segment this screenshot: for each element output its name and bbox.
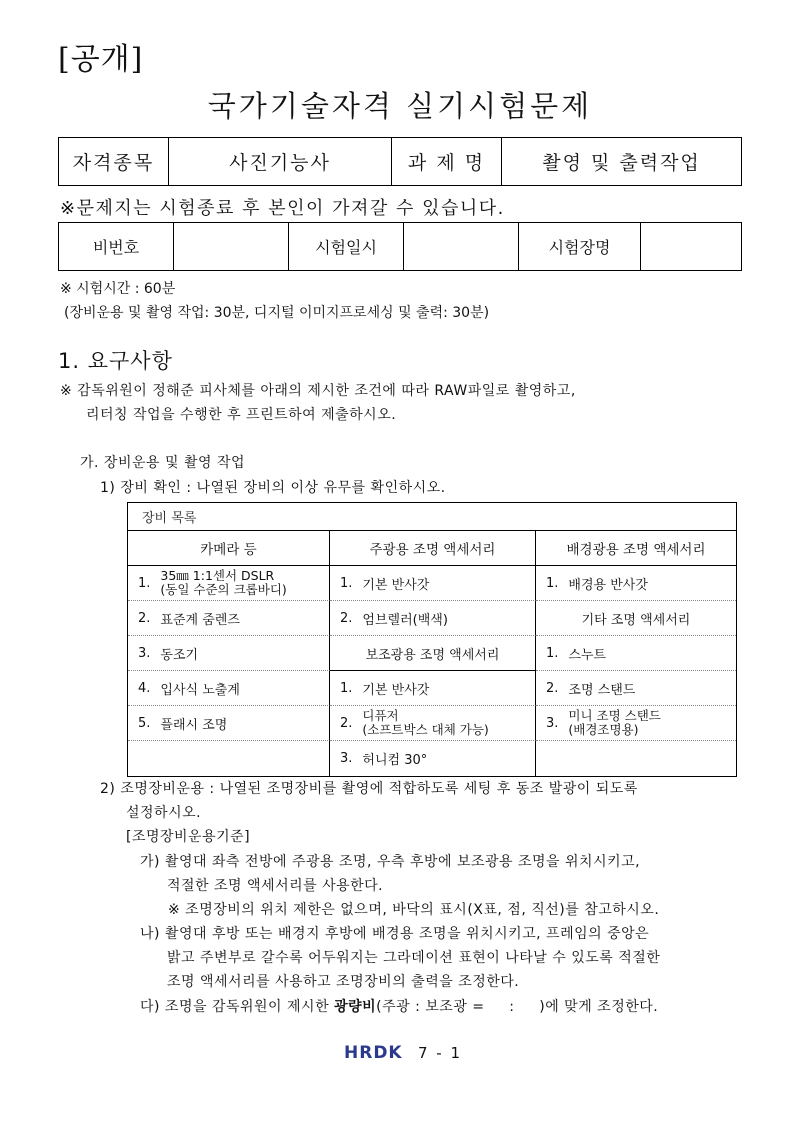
exam-date-value[interactable]	[404, 223, 519, 270]
equipment-list-table	[127, 502, 737, 777]
exam-site-label: 시험장명	[519, 223, 641, 270]
background-light-column-header: 배경광용 조명 액세서리	[536, 531, 736, 566]
section-title: 1. 요구사항	[58, 349, 173, 373]
criteria-ga-line2: 적절한 조명 액세서리를 사용한다.	[167, 878, 384, 894]
main-light-column-header: 주광용 조명 액세서리	[330, 531, 536, 566]
list-item: 3. 미니 조명 스탠드 (배경조명용)	[536, 706, 736, 741]
qualification-table	[58, 137, 742, 186]
task-label: 과 제 명	[392, 138, 502, 185]
list-item: 1. 35㎜ 1:1센서 DSLR (동일 수준의 크롭바디)	[128, 566, 330, 601]
page-number: 7 - 1	[418, 1044, 463, 1062]
exam-site-value[interactable]	[641, 223, 741, 270]
list-item: 1. 스누트	[536, 636, 736, 671]
equipment-list-title: 장비 목록	[128, 503, 736, 531]
empty-cell	[536, 741, 736, 776]
criteria-da-suffix: (주광 : 보조광 = : )에 맞게 조정한다.	[376, 999, 659, 1015]
exam-time: ※ 시험시간 : 60분	[60, 281, 176, 297]
list-item: 2. 표준계 줌렌즈	[128, 601, 330, 636]
list-item: 1. 기본 반사갓	[330, 671, 536, 706]
fill-light-accessories-header: 보조광용 조명 액세서리	[330, 636, 536, 671]
lighting-operation-line1: 2) 조명장비운용 : 나열된 조명장비를 촬영에 적합하도록 세팅 후 동조 발광이 되도록	[100, 781, 638, 797]
hrdk-logo: HRDK	[344, 1043, 403, 1063]
exam-time-breakdown: (장비운용 및 촬영 작업: 30분, 디지털 이미지프로세싱 및 출력: 30분)	[64, 305, 490, 321]
criteria-na-line1: 나) 촬영대 후방 또는 배경지 후방에 배경용 조명을 위치시키고, 프레임의 중앙은	[140, 926, 650, 942]
qualification-label: 자격종목	[59, 138, 169, 185]
criteria-na-line2: 밝고 주변부로 갈수록 어두워지는 그라데이션 표현이 나타날 수 있도록 적절한	[167, 950, 661, 966]
list-item: 5. 플래시 조명	[128, 706, 330, 741]
list-item: 1. 배경용 반사갓	[536, 566, 736, 601]
qualification-value: 사진기능사	[169, 138, 392, 185]
lighting-operation-line2: 설정하시오.	[126, 805, 202, 821]
exam-info-table	[58, 222, 742, 271]
camera-column-header: 카메라 등	[128, 531, 330, 566]
public-tag: [공개]	[58, 42, 144, 77]
notice-text: ※문제지는 시험종료 후 본인이 가져갈 수 있습니다.	[60, 198, 505, 219]
list-item: 2. 조명 스탠드	[536, 671, 736, 706]
list-item: 4. 입사식 노출계	[128, 671, 330, 706]
criteria-da-line	[140, 996, 658, 1016]
exam-date-label: 시험일시	[289, 223, 404, 270]
subsection-title: 가. 장비운용 및 촬영 작업	[80, 455, 245, 471]
task-value: 촬영 및 출력작업	[542, 152, 701, 174]
seat-number-label: 비번호	[59, 223, 174, 270]
criteria-ga-line1: 가) 촬영대 좌측 전방에 주광용 조명, 우측 후방에 보조광용 조명을 위치시키고,	[140, 854, 641, 870]
list-item: 3. 동조기	[128, 636, 330, 671]
empty-cell	[128, 741, 330, 776]
seat-number-value[interactable]	[174, 223, 289, 270]
lighting-criteria-title: [조명장비운용기준]	[126, 829, 251, 845]
document-title: 국가기술자격 실기시험문제	[207, 89, 593, 123]
list-item: 3. 허니컴 30°	[330, 741, 536, 776]
list-item: 2. 디퓨저 (소프트박스 대체 가능)	[330, 706, 536, 741]
list-item: 2. 엄브렐러(백색)	[330, 601, 536, 636]
list-item: 1. 기본 반사갓	[330, 566, 536, 601]
criteria-na-line3: 조명 액세서리를 사용하고 조명장비의 출력을 조정한다.	[167, 974, 520, 990]
other-accessories-header: 기타 조명 액세서리	[536, 601, 736, 636]
requirement-intro-line1: ※ 감독위원이 정해준 피사체를 아래의 제시한 조건에 따라 RAW파일로 촬영하고,	[60, 383, 576, 399]
requirement-intro-line2: 리터칭 작업을 수행한 후 프린트하여 제출하시오.	[86, 407, 397, 423]
criteria-ga-note: ※ 조명장비의 위치 제한은 없으며, 바닥의 표시(X표, 점, 직선)를 참고하시오.	[168, 902, 660, 918]
equipment-check-instruction: 1) 장비 확인 : 나열된 장비의 이상 유무를 확인하시오.	[100, 480, 446, 496]
criteria-da-prefix: 다) 조명을 감독위원이 제시한	[140, 999, 335, 1015]
light-ratio-term: 광량비	[334, 999, 377, 1015]
